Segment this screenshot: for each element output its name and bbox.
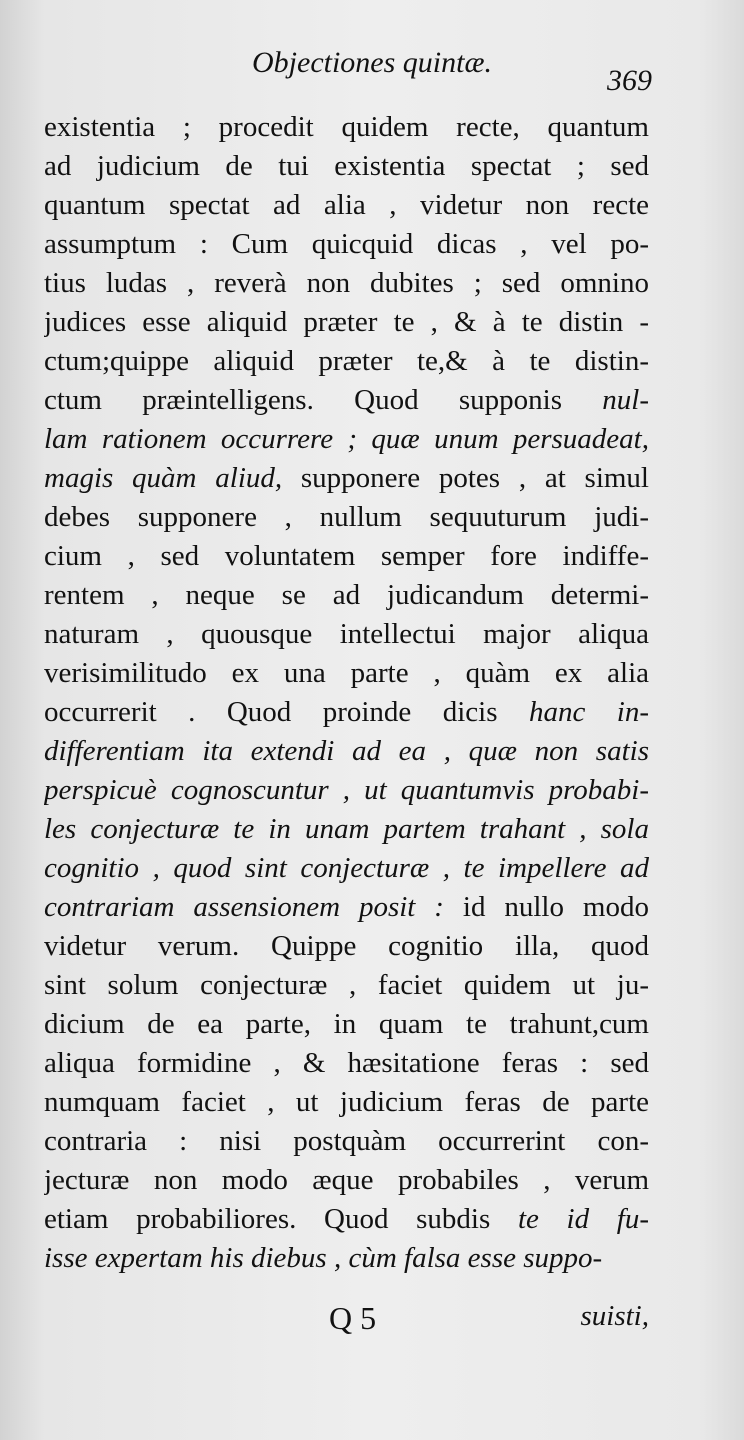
- text-line: [44, 264, 649, 303]
- italic-text: magis quàm aliud,: [44, 462, 283, 494]
- italic-text: differentiam ita extendi ad ea , quæ non satis: [44, 735, 649, 767]
- italic-text: isse expertam his diebus , cùm falsa esse suppo-: [44, 1242, 603, 1274]
- text-line: [44, 147, 649, 186]
- italic-text: cognitio , quod sint conjecturæ , te impellere ad: [44, 852, 649, 884]
- text-line: [44, 303, 649, 342]
- roman-text: sint solum conjecturæ , faciet quidem ut ju-: [44, 969, 649, 1001]
- roman-text: ad judicium de tui existentia spectat ; sed: [44, 150, 649, 182]
- roman-text: debes supponere , nullum sequuturum judi-: [44, 501, 649, 533]
- roman-text: occurrerit . Quod proinde dicis: [44, 696, 529, 728]
- roman-text: numquam faciet , ut judicium feras de parte: [44, 1086, 649, 1118]
- text-line: [44, 537, 649, 576]
- text-line: [44, 186, 649, 225]
- text-line: [44, 888, 649, 927]
- roman-text: supponere potes , at simul: [282, 462, 649, 494]
- roman-text: assumptum : Cum quicquid dicas , vel po-: [44, 228, 649, 260]
- text-line: [44, 966, 649, 1005]
- catchword: suisti,: [580, 1300, 649, 1332]
- text-line: [44, 810, 649, 849]
- text-line: [44, 498, 649, 537]
- text-line: [44, 342, 649, 381]
- roman-text: judices esse aliquid præter te , & à te distin -: [44, 306, 649, 338]
- text-line: [44, 459, 649, 498]
- roman-text: contraria : nisi postquàm occurrerint con-: [44, 1125, 649, 1157]
- text-line: [44, 1122, 649, 1161]
- roman-text: videtur verum. Quippe cognitio illa, quod: [44, 930, 649, 962]
- text-line: [44, 849, 649, 888]
- text-line: [44, 420, 649, 459]
- italic-text: perspicuè cognoscuntur , ut quantumvis probabi-: [44, 774, 649, 806]
- text-line: [44, 381, 649, 420]
- text-line: [44, 225, 649, 264]
- text-line: [44, 108, 649, 147]
- text-line: [44, 771, 649, 810]
- page-footer: [44, 1300, 649, 1340]
- roman-text: ctum;quippe aliquid præter te,& à te distin-: [44, 345, 649, 377]
- text-line: [44, 693, 649, 732]
- roman-text: rentem , neque se ad judicandum determi-: [44, 579, 649, 611]
- text-line: [44, 654, 649, 693]
- text-line: [44, 576, 649, 615]
- italic-text: lam rationem occurrere ; quæ unum persuadeat,: [44, 423, 649, 455]
- roman-text: etiam probabiliores. Quod subdis: [44, 1203, 518, 1235]
- signature-mark: Q 5: [329, 1300, 377, 1336]
- roman-text: dicium de ea parte, in quam te trahunt,cum: [44, 1008, 649, 1040]
- page-number: 369: [607, 64, 652, 97]
- text-line: [44, 1200, 649, 1239]
- italic-text: les conjecturæ te in unam partem trahant , sola: [44, 813, 649, 845]
- italic-text: hanc in-: [528, 696, 649, 728]
- roman-text: id nullo modo: [462, 891, 649, 923]
- italic-text: te id fu-: [517, 1203, 649, 1235]
- roman-text: existentia ; procedit quidem recte, quantum: [44, 111, 649, 143]
- roman-text: jecturæ non modo æque probabiles , verum: [44, 1164, 649, 1196]
- text-line: [44, 1083, 649, 1122]
- roman-text: tius ludas , reverà non dubites ; sed omnino: [44, 267, 649, 299]
- roman-text: ctum præintelligens. Quod supponis: [44, 384, 603, 416]
- italic-text: contrariam assensionem posit :: [44, 891, 463, 923]
- roman-text: naturam , quousque intellectui major aliqua: [44, 618, 649, 650]
- roman-text: verisimilitudo ex una parte , quàm ex alia: [44, 657, 649, 689]
- text-line: [44, 1005, 649, 1044]
- roman-text: cium , sed voluntatem semper fore indiffe-: [44, 540, 649, 572]
- text-line: [44, 1239, 649, 1278]
- text-line: [44, 927, 649, 966]
- text-line: [44, 1161, 649, 1200]
- roman-text: quantum spectat ad alia , videtur non recte: [44, 189, 649, 221]
- italic-text: nul-: [602, 384, 649, 416]
- body-text: [44, 108, 649, 1278]
- roman-text: aliqua formidine , & hæsitatione feras : sed: [44, 1047, 649, 1079]
- running-header: Objectiones quintæ.: [252, 46, 492, 79]
- text-line: [44, 615, 649, 654]
- text-line: [44, 732, 649, 771]
- text-line: [44, 1044, 649, 1083]
